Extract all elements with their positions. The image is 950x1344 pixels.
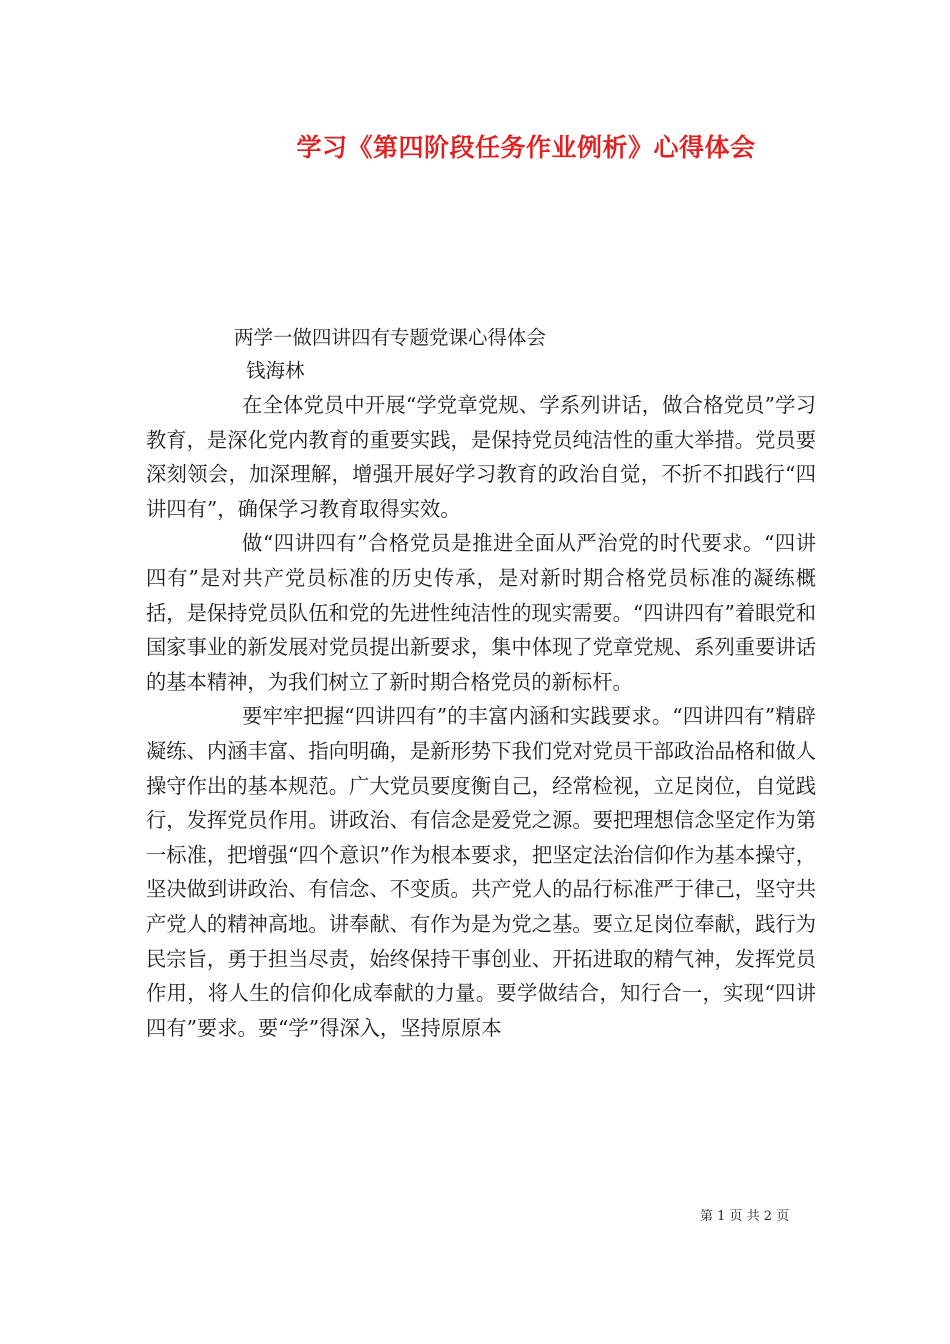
document-author: 钱海林 [246,359,305,382]
page-footer: 第 1 页 共 2 页 [700,1209,790,1224]
paragraph-1: 在全体党员中开展“学党章党规、学系列讲话，做合格党员”学习教育，是深化党内教育的重要实践，是保持党员纯洁性的重大举措。党员要深刻领会，加深理解，增强开展好学习教育的政治自觉，不折不扣践行“四讲四有”，确保学习教育取得实效。 [146,393,816,521]
document-subtitle: 两学一做四讲四有专题党课心得体会 [234,326,547,349]
paragraph-3: 要牢牢把握“四讲四有”的丰富内涵和实践要求。“四讲四有”精辟凝练、内涵丰富、指向明确，是新形势下我们党对党员干部政治品格和做人操守作出的基本规范。广大党员要度衡自己，经常检视，立足岗位，自觉践行，发挥党员作用。讲政治、有信念是爱党之源。要把理想信念坚定作为第一标准，把增强“四个意识”作为根本要求，把坚定法治信仰作为基本操守，坚决做到讲政治、有信念、不变质。共产党人的品行标准严于律己，坚守共产党人的精神高地。讲奉献、有作为是为党之基。要立足岗位奉献，践行为民宗旨，勇于担当尽责，始终保持干事创业、开拓进取的精气神，发挥党员作用，将人生的信仰化成奉献的力量。要学做结合，知行合一，实现“四讲四有”要求。要“学”得深入，坚持原原本 [146,704,816,1040]
document-body [146,322,816,1045]
paragraph-2: 做“四讲四有”合格党员是推进全面从严治党的时代要求。“四讲四有”是对共产党员标准的历史传承，是对新时期合格党员标准的凝练概括，是保持党员队伍和党的先进性纯洁性的现实需要。“四讲四有”着眼党和国家事业的新发展对党员提出新要求，集中体现了党章党规、系列重要讲话的基本精神，为我们树立了新时期合格党员的新标杆。 [146,531,816,694]
document-title: 学习《第四阶段任务作业例析》心得体会 [296,133,756,162]
